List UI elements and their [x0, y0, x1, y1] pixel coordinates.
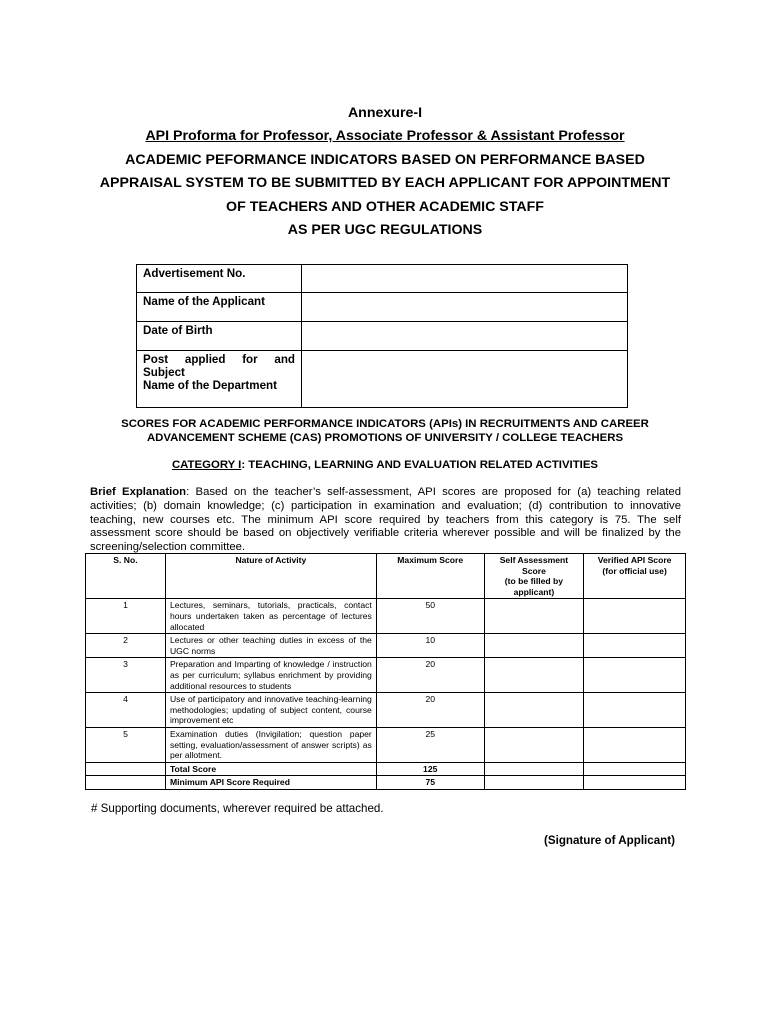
total-empty-cell — [86, 762, 166, 776]
minimum-score-label: Minimum API Score Required — [165, 776, 376, 790]
applicant-name-label: Name of the Applicant — [137, 293, 302, 322]
row-sno: 2 — [86, 634, 166, 658]
row-self-score-field[interactable] — [484, 658, 584, 693]
total-self-score-field[interactable] — [484, 762, 584, 776]
proforma-title-wrap — [0, 127, 770, 145]
category-title: : TEACHING, LEARNING AND EVALUATION RELATED ACTIVITIES — [241, 459, 599, 471]
scores-heading-line2: ADVANCEMENT SCHEME (CAS) PROMOTIONS OF UNIVERSITY / COLLEGE TEACHERS — [146, 432, 624, 444]
header-verified-l2: (for official use) — [602, 565, 667, 576]
total-score-row — [86, 762, 686, 776]
row-max-score: 20 — [376, 693, 484, 728]
minimum-score-row — [86, 776, 686, 790]
dob-label: Date of Birth — [137, 322, 302, 351]
min-self-score-field[interactable] — [484, 776, 584, 790]
min-verified-score-field[interactable] — [584, 776, 686, 790]
header-verified-l1: Verified API Score — [597, 555, 672, 565]
department-label: Name of the Department — [143, 379, 277, 392]
advertisement-field[interactable] — [302, 265, 628, 293]
brief-label: Brief Explanation — [90, 486, 187, 498]
applicant-name-field[interactable] — [302, 293, 628, 322]
table-row — [86, 727, 686, 762]
header-line-3: OF TEACHERS AND OTHER ACADEMIC STAFF — [226, 199, 544, 215]
post-department-field[interactable] — [302, 351, 628, 408]
row-self-score-field[interactable] — [484, 693, 584, 728]
annexure-title: Annexure-I — [347, 105, 423, 121]
row-max-score: 25 — [376, 727, 484, 762]
post-label-line1: Post applied for and — [143, 353, 295, 366]
row-verified-score-field[interactable] — [584, 658, 686, 693]
brief-text: : Based on the teacher’s self-assessment, API scores are proposed for (a) teaching related activities; (b) domain knowledge; (c) participation in examination and evaluation; (d) contribution to innovative teaching, new courses etc. The minimum API score required by teachers from this category is 75. The self assessment score should be based on objectively verifiable criteria wherever possible and will be finalized by the screening/selection committee. — [90, 486, 682, 554]
table-header-row — [86, 554, 686, 599]
header-line-1: ACADEMIC PEFORMANCE INDICATORS BASED ON PERFORMANCE BASED — [125, 152, 645, 168]
total-verified-score-field[interactable] — [584, 762, 686, 776]
header-self-assessment — [484, 554, 584, 599]
row-verified-score-field[interactable] — [584, 727, 686, 762]
row-max-score: 20 — [376, 658, 484, 693]
row-verified-score-field[interactable] — [584, 634, 686, 658]
scores-heading — [80, 417, 690, 445]
row-sno: 4 — [86, 693, 166, 728]
minimum-score-value: 75 — [376, 776, 484, 790]
signature-label: (Signature of Applicant) — [544, 834, 675, 847]
post-department-label — [137, 351, 302, 408]
header-activity: Nature of Activity — [165, 554, 376, 599]
row-max-score: 10 — [376, 634, 484, 658]
row-activity: Lectures, seminars, tutorials, practicals, contact hours undertaken taken as percentage of lectures allocated — [165, 599, 376, 634]
total-score-label: Total Score — [165, 762, 376, 776]
row-self-score-field[interactable] — [484, 634, 584, 658]
row-self-score-field[interactable] — [484, 727, 584, 762]
row-verified-score-field[interactable] — [584, 599, 686, 634]
header-line-4: AS PER UGC REGULATIONS — [287, 222, 483, 238]
header-verified-score — [584, 554, 686, 599]
header-max-score: Maximum Score — [376, 554, 484, 599]
row-verified-score-field[interactable] — [584, 693, 686, 728]
table-row — [86, 599, 686, 634]
row-sno: 5 — [86, 727, 166, 762]
row-activity: Preparation and Imparting of knowledge / instruction as per curriculum; syllabus enrichment by providing additional resources to students — [165, 658, 376, 693]
scores-heading-line1: SCORES FOR ACADEMIC PERFORMANCE INDICATORS (APIs) IN RECRUITMENTS AND CAREER — [121, 418, 649, 430]
header-self-l1: Self Assessment — [499, 555, 569, 565]
row-activity: Examination duties (Invigilation; question paper setting, evaluation/assessment of answer scripts) as per allotment. — [165, 727, 376, 762]
header-self-l2: Score — [521, 565, 546, 576]
row-max-score: 50 — [376, 599, 484, 634]
category-heading — [0, 459, 770, 471]
category-prefix: CATEGORY I — [171, 459, 242, 471]
proforma-title: API Proforma for Professor, Associate Professor & Assistant Professor — [145, 128, 625, 144]
min-empty-cell — [86, 776, 166, 790]
dob-field[interactable] — [302, 322, 628, 351]
header-self-l4: applicant) — [513, 586, 555, 597]
api-score-table — [85, 553, 686, 790]
supporting-documents-note: # Supporting documents, wherever required be attached. — [91, 802, 384, 815]
post-label-line2: Subject — [143, 366, 185, 379]
row-self-score-field[interactable] — [484, 599, 584, 634]
table-row — [86, 658, 686, 693]
advertisement-label: Advertisement No. — [137, 265, 302, 293]
header-line-2: APPRAISAL SYSTEM TO BE SUBMITTED BY EACH APPLICANT FOR APPOINTMENT — [99, 175, 671, 191]
total-score-value: 125 — [376, 762, 484, 776]
row-activity: Lectures or other teaching duties in excess of the UGC norms — [165, 634, 376, 658]
header-self-l3: (to be filled by — [504, 576, 564, 587]
row-sno: 1 — [86, 599, 166, 634]
row-activity: Use of participatory and innovative teaching-learning methodologies; updating of subject content, course improvement etc — [165, 693, 376, 728]
brief-explanation — [90, 486, 681, 555]
table-row — [86, 634, 686, 658]
applicant-info-table — [136, 264, 628, 408]
table-row — [86, 693, 686, 728]
row-sno: 3 — [86, 658, 166, 693]
header-sno: S. No. — [86, 554, 166, 599]
